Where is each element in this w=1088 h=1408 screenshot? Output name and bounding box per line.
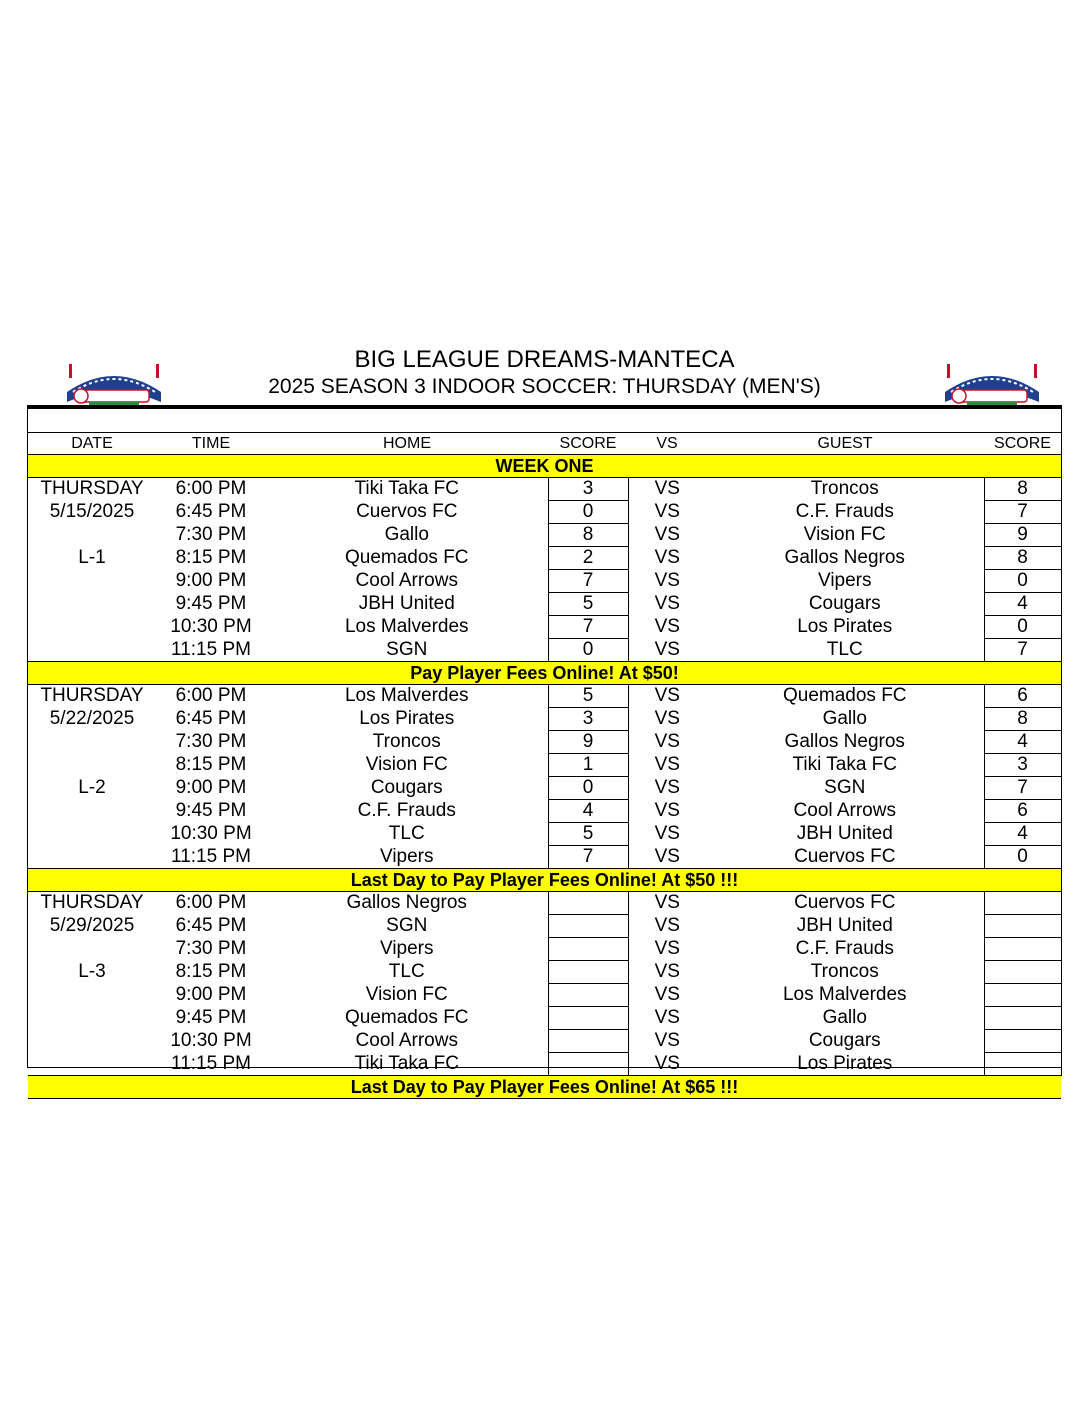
guest-team: Gallo (822, 708, 867, 729)
game-row (28, 823, 1061, 846)
schedule-body (28, 433, 1061, 1099)
guest-score (984, 915, 1061, 938)
game-date (28, 570, 156, 593)
game-time: 8:15 PM (175, 961, 247, 982)
guest-team: Troncos (810, 478, 879, 500)
game-row (28, 708, 1061, 731)
game-time: 9:45 PM (175, 593, 247, 614)
vs-label: VS (654, 1007, 680, 1028)
guest-score: 0 (984, 570, 1061, 593)
guest-team: Cuervos FC (794, 845, 896, 867)
guest-team: Los Pirates (797, 616, 893, 637)
home-score: 5 (548, 593, 628, 616)
home-team: Los Pirates (359, 708, 455, 729)
game-time: 10:30 PM (170, 823, 252, 844)
game-row (28, 524, 1061, 547)
game-row (28, 593, 1061, 616)
guest-team: Los Pirates (797, 1052, 893, 1074)
home-score: 2 (548, 547, 628, 570)
home-score (548, 1030, 628, 1053)
game-time: 9:45 PM (175, 800, 247, 821)
guest-team: Cougars (808, 1030, 881, 1051)
home-team: Tiki Taka FC (354, 478, 460, 500)
vs-label: VS (654, 638, 680, 660)
game-date (28, 1007, 156, 1030)
guest-team: Gallo (822, 1007, 867, 1028)
home-team: Tiki Taka FC (354, 1052, 460, 1074)
page-subtitle: 2025 SEASON 3 INDOOR SOCCER: THURSDAY (MEN'S) (268, 375, 821, 398)
vs-label: VS (654, 616, 680, 637)
guest-score (984, 938, 1061, 961)
vs-label: VS (654, 570, 680, 591)
guest-score: 8 (984, 708, 1061, 731)
home-score: 4 (548, 800, 628, 823)
game-row (28, 800, 1061, 823)
game-row (28, 777, 1061, 800)
vs-label: VS (654, 915, 680, 936)
guest-score: 4 (984, 593, 1061, 616)
home-team: Gallos Negros (346, 892, 467, 914)
home-team: Cool Arrows (355, 1030, 458, 1051)
home-score: 8 (548, 524, 628, 547)
game-row (28, 478, 1061, 501)
home-team: Los Malverdes (344, 616, 469, 637)
game-time: 7:30 PM (175, 731, 247, 752)
home-score: 7 (548, 616, 628, 639)
home-score: 0 (548, 639, 628, 662)
home-score-column-header: SCORE (548, 433, 628, 455)
week-banner (28, 455, 1061, 478)
vs-label: VS (654, 1052, 680, 1074)
game-time: 9:00 PM (175, 777, 247, 798)
game-row (28, 639, 1061, 662)
schedule-sheet (27, 405, 1062, 1097)
game-row (28, 846, 1061, 869)
game-date: 5/15/2025 (49, 501, 135, 522)
guest-score (984, 1053, 1061, 1076)
game-date: 5/22/2025 (49, 708, 135, 729)
guest-score (984, 961, 1061, 984)
fee-notice-banner (28, 869, 1061, 892)
game-row (28, 616, 1061, 639)
game-row (28, 547, 1061, 570)
guest-team: JBH United (796, 823, 893, 844)
game-time: 7:30 PM (175, 938, 247, 959)
guest-score: 4 (984, 823, 1061, 846)
game-row (28, 685, 1061, 708)
vs-label: VS (654, 501, 680, 522)
home-team: TLC (388, 961, 425, 982)
guest-score: 6 (984, 800, 1061, 823)
game-row (28, 892, 1061, 915)
game-time: 11:15 PM (171, 845, 251, 867)
game-row (28, 1030, 1061, 1053)
game-date: THURSDAY (40, 892, 144, 914)
vs-label: VS (654, 961, 680, 982)
guest-score: 9 (984, 524, 1061, 547)
home-team: Cool Arrows (355, 570, 458, 591)
home-score (548, 938, 628, 961)
guest-team: Gallos Negros (784, 547, 905, 568)
big-league-dreams-logo (59, 352, 169, 410)
guest-score: 7 (984, 639, 1061, 662)
vs-label: VS (654, 731, 680, 752)
game-date (28, 984, 156, 1007)
guest-column-header: GUEST (706, 433, 984, 455)
game-time: 6:45 PM (175, 501, 247, 522)
home-score: 5 (548, 685, 628, 708)
home-score: 0 (548, 777, 628, 800)
guest-team: Vipers (817, 570, 872, 591)
home-score (548, 984, 628, 1007)
guest-team: Cougars (808, 593, 881, 614)
home-score (548, 892, 628, 915)
game-date (28, 846, 156, 869)
top-rule (28, 406, 1061, 409)
home-team: SGN (386, 638, 428, 660)
fee-notice-banner (28, 1076, 1061, 1099)
game-time: 7:30 PM (175, 524, 247, 545)
guest-team: SGN (824, 777, 866, 798)
home-team: Vipers (379, 938, 434, 959)
home-team: Vipers (379, 845, 434, 867)
game-row (28, 1053, 1061, 1076)
game-date: L-1 (78, 547, 106, 568)
game-date: L-2 (78, 777, 106, 798)
home-score (548, 1007, 628, 1030)
guest-team: C.F. Frauds (795, 938, 894, 959)
home-team: Vision FC (365, 984, 448, 1005)
home-team: Troncos (372, 731, 441, 752)
home-score: 0 (548, 501, 628, 524)
home-team: Cuervos FC (356, 501, 458, 522)
game-date (28, 800, 156, 823)
game-date (28, 754, 156, 777)
guest-score: 0 (984, 616, 1061, 639)
schedule-table (28, 432, 1062, 1099)
guest-score: 7 (984, 501, 1061, 524)
game-time: 10:30 PM (170, 616, 252, 637)
home-column-header: HOME (266, 433, 548, 455)
guest-team: Troncos (810, 961, 879, 982)
guest-score: 0 (984, 846, 1061, 869)
game-time: 6:45 PM (175, 915, 247, 936)
guest-score: 8 (984, 547, 1061, 570)
game-row (28, 938, 1061, 961)
game-date (28, 731, 156, 754)
game-date (28, 1053, 156, 1076)
game-time: 9:00 PM (175, 984, 247, 1005)
game-date (28, 639, 156, 662)
guest-team: JBH United (796, 915, 893, 936)
vs-label: VS (654, 524, 680, 545)
guest-team: Tiki Taka FC (792, 754, 898, 775)
guest-score: 8 (984, 478, 1061, 501)
page-title: BIG LEAGUE DREAMS-MANTECA (354, 346, 735, 373)
game-time: 9:45 PM (175, 1007, 247, 1028)
fee-notice-text: Last Day to Pay Player Fees Online! At $50 !!! (28, 869, 1061, 892)
vs-label: VS (654, 593, 680, 614)
game-row (28, 570, 1061, 593)
big-league-dreams-logo (937, 352, 1047, 410)
guest-score (984, 1007, 1061, 1030)
fee-notice-banner (28, 662, 1061, 685)
game-date: L-3 (78, 961, 106, 982)
game-date (28, 616, 156, 639)
column-header-row (28, 433, 1061, 455)
home-team: Quemados FC (344, 547, 469, 568)
home-score (548, 961, 628, 984)
game-date (28, 823, 156, 846)
guest-score: 6 (984, 685, 1061, 708)
game-date (28, 1030, 156, 1053)
home-score: 5 (548, 823, 628, 846)
vs-label: VS (654, 938, 680, 959)
game-row (28, 961, 1061, 984)
guest-team: Cuervos FC (794, 892, 896, 914)
game-time: 6:00 PM (175, 685, 247, 707)
guest-team: C.F. Frauds (795, 501, 894, 522)
home-team: Gallo (384, 524, 429, 545)
game-row (28, 754, 1061, 777)
home-score (548, 915, 628, 938)
game-time: 6:45 PM (175, 708, 247, 729)
game-time: 11:15 PM (171, 638, 251, 660)
guest-score-column-header: SCORE (984, 433, 1061, 455)
guest-score: 7 (984, 777, 1061, 800)
time-column-header: TIME (156, 433, 266, 455)
home-team: C.F. Frauds (357, 800, 456, 821)
game-time: 6:00 PM (175, 478, 247, 500)
week-banner-text: WEEK ONE (28, 455, 1061, 478)
home-team: Quemados FC (344, 1007, 469, 1028)
vs-label: VS (654, 754, 680, 775)
game-time: 8:15 PM (175, 754, 247, 775)
vs-label: VS (654, 984, 680, 1005)
date-column-header: DATE (28, 433, 156, 455)
vs-column-header: VS (628, 433, 706, 455)
game-row (28, 984, 1061, 1007)
home-team: Los Malverdes (344, 685, 469, 707)
guest-team: Vision FC (803, 524, 886, 545)
vs-label: VS (654, 685, 680, 707)
guest-team: Gallos Negros (784, 731, 905, 752)
vs-label: VS (654, 800, 680, 821)
guest-team: Los Malverdes (782, 984, 907, 1005)
guest-score: 3 (984, 754, 1061, 777)
vs-label: VS (654, 547, 680, 568)
game-date: THURSDAY (40, 478, 144, 500)
home-team: SGN (386, 915, 428, 936)
game-date (28, 524, 156, 547)
home-score: 1 (548, 754, 628, 777)
game-row (28, 1007, 1061, 1030)
vs-label: VS (654, 708, 680, 729)
home-score (548, 1053, 628, 1076)
game-row (28, 731, 1061, 754)
home-team: JBH United (358, 593, 455, 614)
home-score: 3 (548, 478, 628, 501)
game-time: 8:15 PM (175, 547, 247, 568)
home-score: 3 (548, 708, 628, 731)
game-date (28, 593, 156, 616)
home-score: 9 (548, 731, 628, 754)
guest-team: Cool Arrows (793, 800, 896, 821)
game-date (28, 938, 156, 961)
home-team: TLC (388, 823, 425, 844)
home-score: 7 (548, 570, 628, 593)
home-team: Vision FC (365, 754, 448, 775)
home-team: Cougars (370, 777, 443, 798)
vs-label: VS (654, 1030, 680, 1051)
page-header (27, 340, 1062, 406)
guest-team: TLC (826, 638, 863, 660)
game-time: 10:30 PM (170, 1030, 252, 1051)
guest-score (984, 1030, 1061, 1053)
game-row (28, 915, 1061, 938)
game-time: 11:15 PM (171, 1052, 251, 1074)
game-time: 9:00 PM (175, 570, 247, 591)
vs-label: VS (654, 845, 680, 867)
vs-label: VS (654, 478, 680, 500)
vs-label: VS (654, 777, 680, 798)
guest-score (984, 892, 1061, 915)
game-date: 5/29/2025 (49, 915, 135, 936)
home-score: 7 (548, 846, 628, 869)
guest-score: 4 (984, 731, 1061, 754)
fee-notice-text: Pay Player Fees Online! At $50! (28, 662, 1061, 685)
game-date: THURSDAY (40, 685, 144, 707)
fee-notice-text: Last Day to Pay Player Fees Online! At $65 !!! (28, 1076, 1061, 1099)
vs-label: VS (654, 823, 680, 844)
vs-label: VS (654, 892, 680, 914)
guest-team: Quemados FC (782, 685, 907, 707)
guest-score (984, 984, 1061, 1007)
game-time: 6:00 PM (175, 892, 247, 914)
game-row (28, 501, 1061, 524)
